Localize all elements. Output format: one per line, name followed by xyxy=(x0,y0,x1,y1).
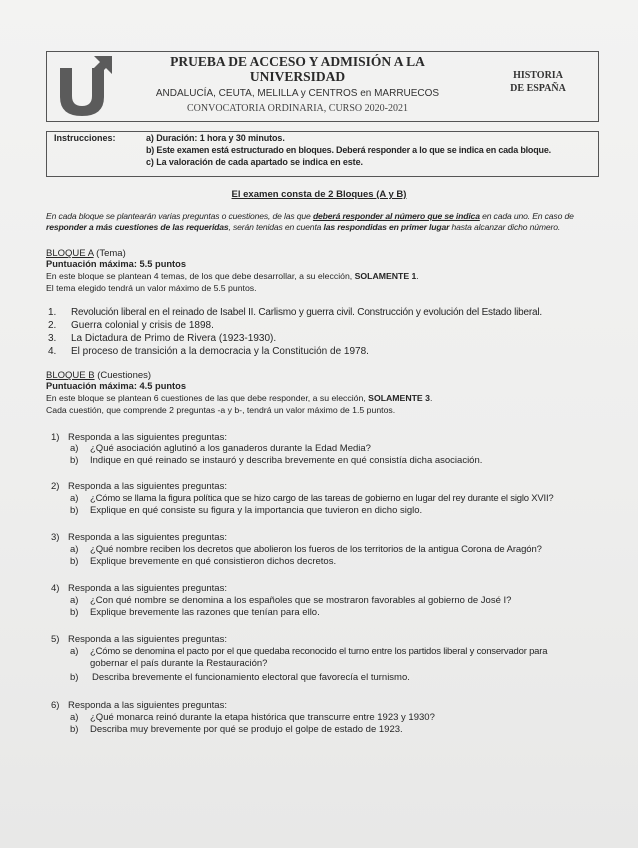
block-b-title: BLOQUE B (Cuestiones) xyxy=(46,370,152,381)
university-logo xyxy=(54,54,114,118)
question-item-letter: b) xyxy=(70,556,79,567)
question-b: Describa brevemente el funcionamiento electoral que favorecía el turnismo. xyxy=(92,672,410,683)
subject-line1: HISTORIA xyxy=(513,70,563,81)
topic-text: Guerra colonial y crisis de 1898. xyxy=(71,320,214,331)
question-number: 2) xyxy=(51,481,60,492)
exam-title-line2: UNIVERSIDAD xyxy=(249,69,346,84)
question-number: 5) xyxy=(51,634,60,645)
subject-line2: DE ESPAÑA xyxy=(510,83,566,94)
question-number: 3) xyxy=(51,532,60,543)
question-a: ¿Cómo se llama la figura política que se hizo cargo de las tareas de gobierno en lugar del rey durante el siglo XVII? xyxy=(90,493,554,504)
question-lead: Responda a las siguientes preguntas: xyxy=(68,634,227,645)
block-a-title: BLOQUE A (Tema) xyxy=(46,248,126,259)
question-item-letter: a) xyxy=(70,544,79,555)
block-a-desc2: El tema elegido tendrá un valor máximo de 5.5 puntos. xyxy=(46,283,257,293)
question-a: ¿Qué monarca reinó durante la etapa histórica que transcurre entre 1923 y 1930? xyxy=(90,712,435,723)
topic-text: El proceso de transición a la democracia y la Constitución de 1978. xyxy=(71,346,369,357)
exam-region: ANDALUCÍA, CEUTA, MELILLA y CENTROS en MARRUECOS xyxy=(155,88,440,99)
question-a-continued: gobernar el país durante la Restauración? xyxy=(90,658,268,669)
block-a-desc1: En este bloque se plantean 4 temas, de los que debe desarrollar, a su elección, SOLAMENTE 1. xyxy=(46,271,419,281)
question-item-letter: b) xyxy=(70,505,79,516)
block-b-desc2: Cada cuestión, que comprende 2 preguntas -a y b-, tendrá un valor máximo de 1.5 puntos. xyxy=(46,405,396,415)
question-b: Describa muy brevemente por qué se produjo el golpe de estado de 1923. xyxy=(90,724,403,735)
question-b: Explique brevemente las razones que tenían para ello. xyxy=(90,607,320,618)
question-b: Explique brevemente en qué consistieron dichos decretos. xyxy=(90,556,337,567)
block-b-score: Puntuación máxima: 4.5 puntos xyxy=(46,381,186,391)
question-a: ¿Qué nombre reciben los decretos que abolieron los fueros de los territorios de la antigua Corona de Aragón? xyxy=(90,544,542,555)
intro-line2: responder a más cuestiones de las requeridas, serán tenidas en cuenta las respondidas en primer lugar hasta alcanzar dicho número. xyxy=(46,222,561,232)
question-item-letter: b) xyxy=(70,672,79,683)
question-number: 6) xyxy=(51,700,60,711)
exam-heading: El examen consta de 2 Bloques (A y B) xyxy=(231,189,407,200)
question-item-letter: a) xyxy=(70,712,79,723)
topic-number: 2. xyxy=(48,320,57,331)
question-lead: Responda a las siguientes preguntas: xyxy=(68,481,227,492)
topic-number: 1. xyxy=(48,307,57,318)
instruction-item: a) Duración: 1 hora y 30 minutos. xyxy=(146,133,285,143)
instruction-item: c) La valoración de cada apartado se indica en este. xyxy=(146,157,363,167)
question-number: 1) xyxy=(51,432,60,443)
instructions-label: Instrucciones: xyxy=(54,133,116,143)
question-b: Explique en qué consiste su figura y la importancia que tuvieron en dicho siglo. xyxy=(90,505,423,516)
instruction-item: b) Este examen está estructurado en bloques. Deberá responder a lo que se indica en cada bloque. xyxy=(146,145,551,155)
exam-title-line1: PRUEBA DE ACCESO Y ADMISIÓN A LA xyxy=(170,54,425,69)
question-lead: Responda a las siguientes preguntas: xyxy=(68,532,227,543)
question-b: Indique en qué reinado se instauró y describa brevemente en qué consistía dicha asociación. xyxy=(90,455,483,466)
question-lead: Responda a las siguientes preguntas: xyxy=(68,583,227,594)
intro-line1: En cada bloque se plantearán varias preguntas o cuestiones, de las que deberá responder al número que se indica en cada uno. En caso de xyxy=(46,211,574,221)
question-item-letter: a) xyxy=(70,443,79,454)
question-item-letter: b) xyxy=(70,455,79,466)
block-b-desc1: En este bloque se plantean 6 cuestiones de las que debe responder, a su elección, SOLAMENTE 3. xyxy=(46,393,433,403)
question-item-letter: a) xyxy=(70,595,79,606)
block-a-score: Puntuación máxima: 5.5 puntos xyxy=(46,259,186,269)
question-lead: Responda a las siguientes preguntas: xyxy=(68,432,227,443)
question-item-letter: b) xyxy=(70,607,79,618)
topic-number: 3. xyxy=(48,333,57,344)
question-item-letter: a) xyxy=(70,646,79,657)
question-number: 4) xyxy=(51,583,60,594)
exam-convocatoria: CONVOCATORIA ORDINARIA, CURSO 2020-2021 xyxy=(187,103,408,114)
topic-text: La Dictadura de Primo de Rivera (1923-1930). xyxy=(71,333,277,344)
topic-text: Revolución liberal en el reinado de Isabel II. Carlismo y guerra civil. Construcción y evolución del Estado liberal. xyxy=(71,307,542,318)
question-item-letter: a) xyxy=(70,493,79,504)
question-item-letter: b) xyxy=(70,724,79,735)
question-a: ¿Con qué nombre se denomina a los españoles que se mostraron favorables al gobierno de José I? xyxy=(90,595,512,606)
question-lead: Responda a las siguientes preguntas: xyxy=(68,700,227,711)
question-a: ¿Cómo se denomina el pacto por el que quedaba reconocido el turno entre los partidos liberal y conservador para xyxy=(90,646,548,657)
topic-number: 4. xyxy=(48,346,57,357)
question-a: ¿Qué asociación aglutinó a los ganaderos durante la Edad Media? xyxy=(90,443,371,454)
